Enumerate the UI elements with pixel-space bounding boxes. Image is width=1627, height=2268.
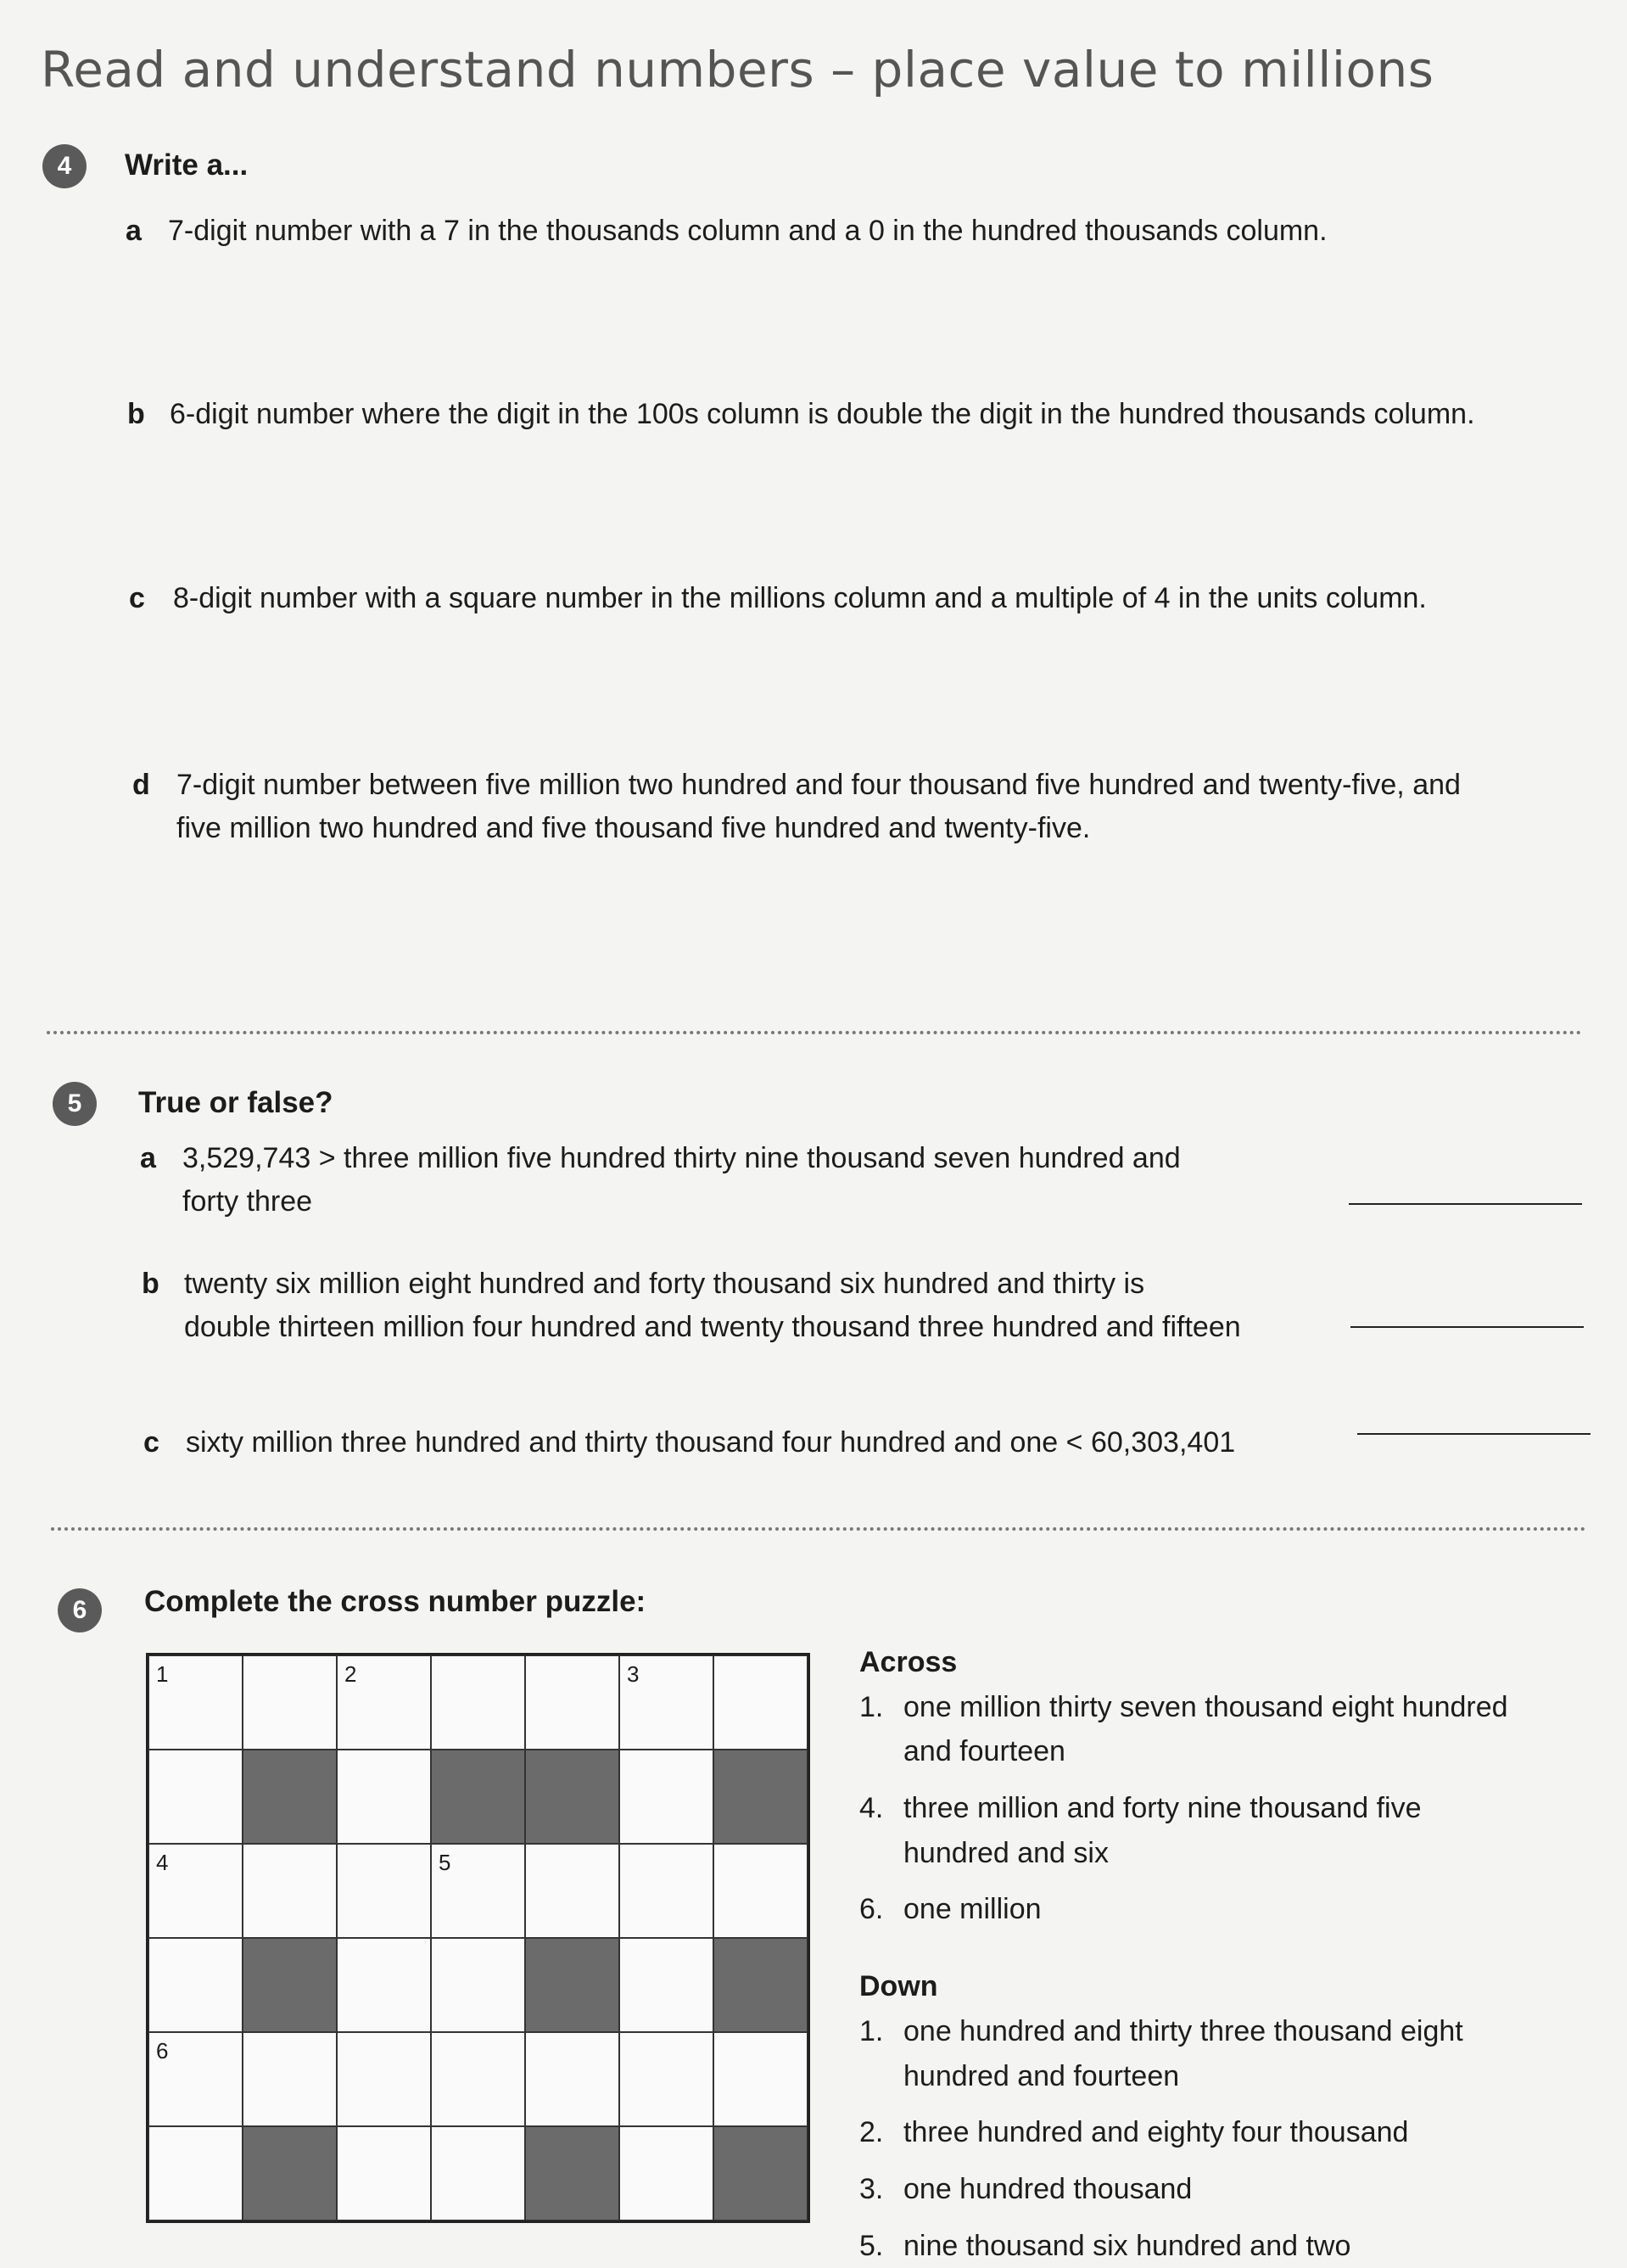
grid-cell[interactable] — [337, 1655, 431, 1750]
grid-clue-number: 3 — [627, 1661, 640, 1687]
clue-text-line1: three hundred and eighty four thousand — [903, 2116, 1409, 2149]
clues-panel — [859, 1640, 1606, 2268]
clue-text-line1: nine thousand six hundred and two — [903, 2229, 1351, 2262]
grid-cell[interactable] — [337, 1750, 431, 1844]
clue-number: 1. — [859, 1690, 884, 1723]
clue-number: 4. — [859, 1792, 884, 1825]
question-item — [129, 577, 1588, 620]
section-divider — [47, 1031, 1582, 1034]
question-item — [142, 1263, 1346, 1349]
grid-cell[interactable] — [337, 1938, 431, 2032]
clue-number: 6. — [859, 1893, 884, 1926]
clue-number: 2. — [859, 2116, 884, 2149]
item-letter: c — [143, 1426, 159, 1459]
clue-text-line1: one million — [903, 1893, 1042, 1926]
grid-cell-shaded — [243, 2126, 337, 2220]
grid-cell[interactable] — [148, 2126, 243, 2220]
grid-clue-number: 6 — [156, 2038, 169, 2064]
item-letter: b — [127, 398, 145, 430]
grid-cell-shaded — [525, 2126, 619, 2220]
clue-number: 3. — [859, 2172, 884, 2205]
clue-number: 5. — [859, 2229, 884, 2262]
item-letter: a — [140, 1142, 156, 1174]
grid-cell-shaded — [713, 1750, 808, 1844]
grid-cell[interactable] — [431, 1938, 525, 2032]
question-heading: Write a... — [125, 148, 249, 182]
grid-cell-shaded — [431, 1750, 525, 1844]
clue-text-line1: one hundred and thirty three thousand eight — [903, 2014, 1463, 2047]
grid-cell-shaded — [525, 1938, 619, 2032]
item-text-line2: five million two hundred and five thousand five hundred and twenty-five. — [176, 812, 1091, 844]
cross-number-grid — [146, 1653, 810, 2223]
page-title: Read and understand numbers – place value to millions — [41, 41, 1434, 98]
clue-text-line2: hundred and six — [903, 1836, 1109, 1869]
grid-cell[interactable] — [243, 1655, 337, 1750]
answer-line[interactable] — [1357, 1433, 1591, 1435]
question-item — [140, 1137, 1328, 1224]
question-number-badge: 5 — [53, 1082, 97, 1126]
clue-text-line1: three million and forty nine thousand five — [903, 1792, 1422, 1825]
grid-cell-shaded — [243, 1938, 337, 2032]
clue-down-3 — [859, 2167, 1606, 2212]
grid-cell[interactable] — [148, 1655, 243, 1750]
grid-cell[interactable] — [148, 1938, 243, 2032]
grid-cell[interactable] — [619, 1655, 713, 1750]
grid-cell[interactable] — [713, 1655, 808, 1750]
item-text-line2: double thirteen million four hundred and twenty thousand three hundred and fifteen — [184, 1311, 1241, 1343]
question-item — [127, 393, 1586, 436]
grid-cell[interactable] — [148, 2032, 243, 2126]
grid-cell[interactable] — [619, 1844, 713, 1938]
clue-number: 1. — [859, 2014, 884, 2047]
grid-cell[interactable] — [431, 2032, 525, 2126]
grid-cell[interactable] — [431, 1844, 525, 1938]
grid-cell[interactable] — [431, 2126, 525, 2220]
clue-down-5 — [859, 2224, 1606, 2268]
item-letter: d — [132, 769, 150, 801]
clue-text-line1: one million thirty seven thousand eight hundred — [903, 1690, 1508, 1723]
question-heading: True or false? — [138, 1086, 333, 1119]
clue-text-line2: hundred and fourteen — [903, 2059, 1180, 2092]
item-text-line1: 3,529,743 > three million five hundred thirty nine thousand seven hundred and — [182, 1142, 1181, 1174]
grid-clue-number: 5 — [439, 1850, 451, 1875]
grid-cell[interactable] — [619, 2126, 713, 2220]
grid-cell[interactable] — [243, 1844, 337, 1938]
clue-text-line2: and fourteen — [903, 1735, 1065, 1768]
answer-line[interactable] — [1350, 1326, 1584, 1328]
question-heading: Complete the cross number puzzle: — [144, 1585, 646, 1618]
grid-cell[interactable] — [148, 1844, 243, 1938]
grid-clue-number: 4 — [156, 1850, 169, 1875]
grid-cell-shaded — [243, 1750, 337, 1844]
answer-line[interactable] — [1349, 1203, 1582, 1205]
question-number-badge: 4 — [42, 144, 87, 188]
item-letter: a — [126, 215, 142, 247]
grid-cell-shaded — [713, 2126, 808, 2220]
section-divider — [51, 1527, 1586, 1531]
item-text-line1: twenty six million eight hundred and forty thousand six hundred and thirty is — [184, 1268, 1145, 1300]
grid-cell[interactable] — [619, 1750, 713, 1844]
item-text: 7-digit number with a 7 in the thousands column and a 0 in the hundred thousands column. — [168, 215, 1328, 247]
item-letter: c — [129, 582, 145, 614]
grid-cell[interactable] — [713, 2032, 808, 2126]
grid-cell[interactable] — [619, 2032, 713, 2126]
grid-cell[interactable] — [619, 1938, 713, 2032]
item-letter: b — [142, 1268, 159, 1300]
item-text-line1: 7-digit number between five million two hundred and four thousand five hundred and twenty-five, and — [176, 769, 1461, 801]
item-text: 6-digit number where the digit in the 100s column is double the digit in the hundred thousands column. — [170, 398, 1475, 430]
grid-cell-shaded — [713, 1938, 808, 2032]
clue-across-1 — [859, 1685, 1606, 1774]
clue-across-4 — [859, 1786, 1606, 1875]
grid-cell-shaded — [525, 1750, 619, 1844]
item-text: 8-digit number with a square number in the millions column and a multiple of 4 in the units column. — [173, 582, 1427, 614]
grid-clue-number: 1 — [156, 1661, 169, 1687]
question-number-badge: 6 — [58, 1588, 102, 1632]
grid-cell[interactable] — [525, 1655, 619, 1750]
question-item — [143, 1421, 1348, 1464]
question-item — [132, 764, 1591, 850]
clue-across-6 — [859, 1887, 1606, 1932]
clue-text-line1: one hundred thousand — [903, 2172, 1193, 2205]
question-item — [126, 210, 1568, 253]
grid-cell[interactable] — [243, 2032, 337, 2126]
grid-cell[interactable] — [525, 2032, 619, 2126]
clue-down-1 — [859, 2009, 1606, 2098]
clue-down-2 — [859, 2110, 1606, 2155]
item-text-line2: forty three — [182, 1185, 313, 1218]
grid-cell[interactable] — [337, 1844, 431, 1938]
grid-cell[interactable] — [337, 2126, 431, 2220]
grid-cell[interactable] — [525, 1844, 619, 1938]
down-heading: Down — [859, 1970, 938, 2003]
grid-cell[interactable] — [713, 1844, 808, 1938]
item-text: sixty million three hundred and thirty thousand four hundred and one < 60,303,401 — [186, 1426, 1236, 1459]
grid-cell[interactable] — [431, 1655, 525, 1750]
across-heading: Across — [859, 1646, 958, 1678]
grid-cell[interactable] — [337, 2032, 431, 2126]
grid-cell[interactable] — [148, 1750, 243, 1844]
grid-clue-number: 2 — [344, 1661, 357, 1687]
